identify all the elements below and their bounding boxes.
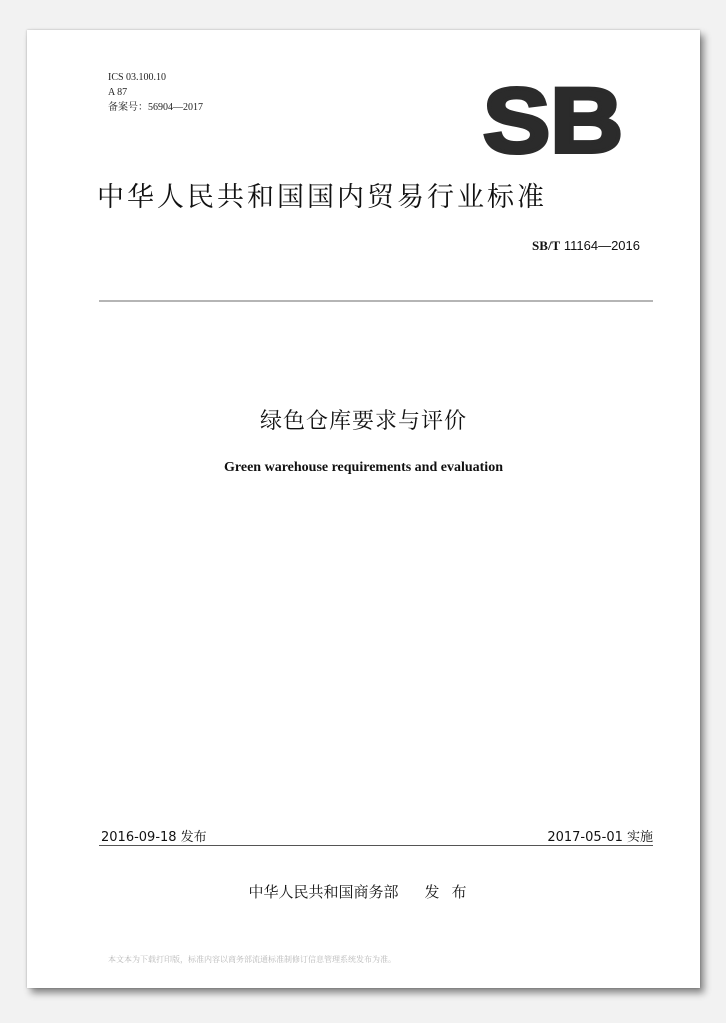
issue-date: 2016-09-18 发布 xyxy=(101,830,207,845)
ics-code: ICS 03.100.10 xyxy=(108,72,167,83)
header-divider xyxy=(99,300,653,302)
publish-action: 发布 xyxy=(424,883,479,901)
filing-number: 56904—2017 xyxy=(148,102,203,113)
footer-divider xyxy=(99,845,653,846)
svg-text:SB: SB xyxy=(483,82,623,160)
filing-label: 备案号： xyxy=(108,102,148,113)
publisher-name: 中华人民共和国商务部 xyxy=(248,883,399,901)
standard-number-value: 11164—2016 xyxy=(563,238,640,253)
standard-cover-page xyxy=(27,30,700,988)
sb-logo xyxy=(479,82,627,160)
document-title-chinese: 绿色仓库要求与评价 xyxy=(259,409,467,434)
filing-number-line xyxy=(108,100,203,115)
category-code: A 87 xyxy=(108,87,128,98)
standard-number xyxy=(532,238,640,254)
implementation-date: 2017-05-01 实施 xyxy=(547,830,653,845)
standard-type-title: 中华人民共和国国内贸易行业标准 xyxy=(97,182,547,213)
download-notice: 本文本为下载打印版，标准内容以商务部流通标准制修订信息管理系统发布为准。 xyxy=(108,955,396,964)
classification-block xyxy=(108,70,203,115)
publisher-line xyxy=(27,881,700,902)
document-title-english: Green warehouse requirements and evaluation xyxy=(224,460,503,475)
standard-code: SB/T xyxy=(532,238,561,253)
